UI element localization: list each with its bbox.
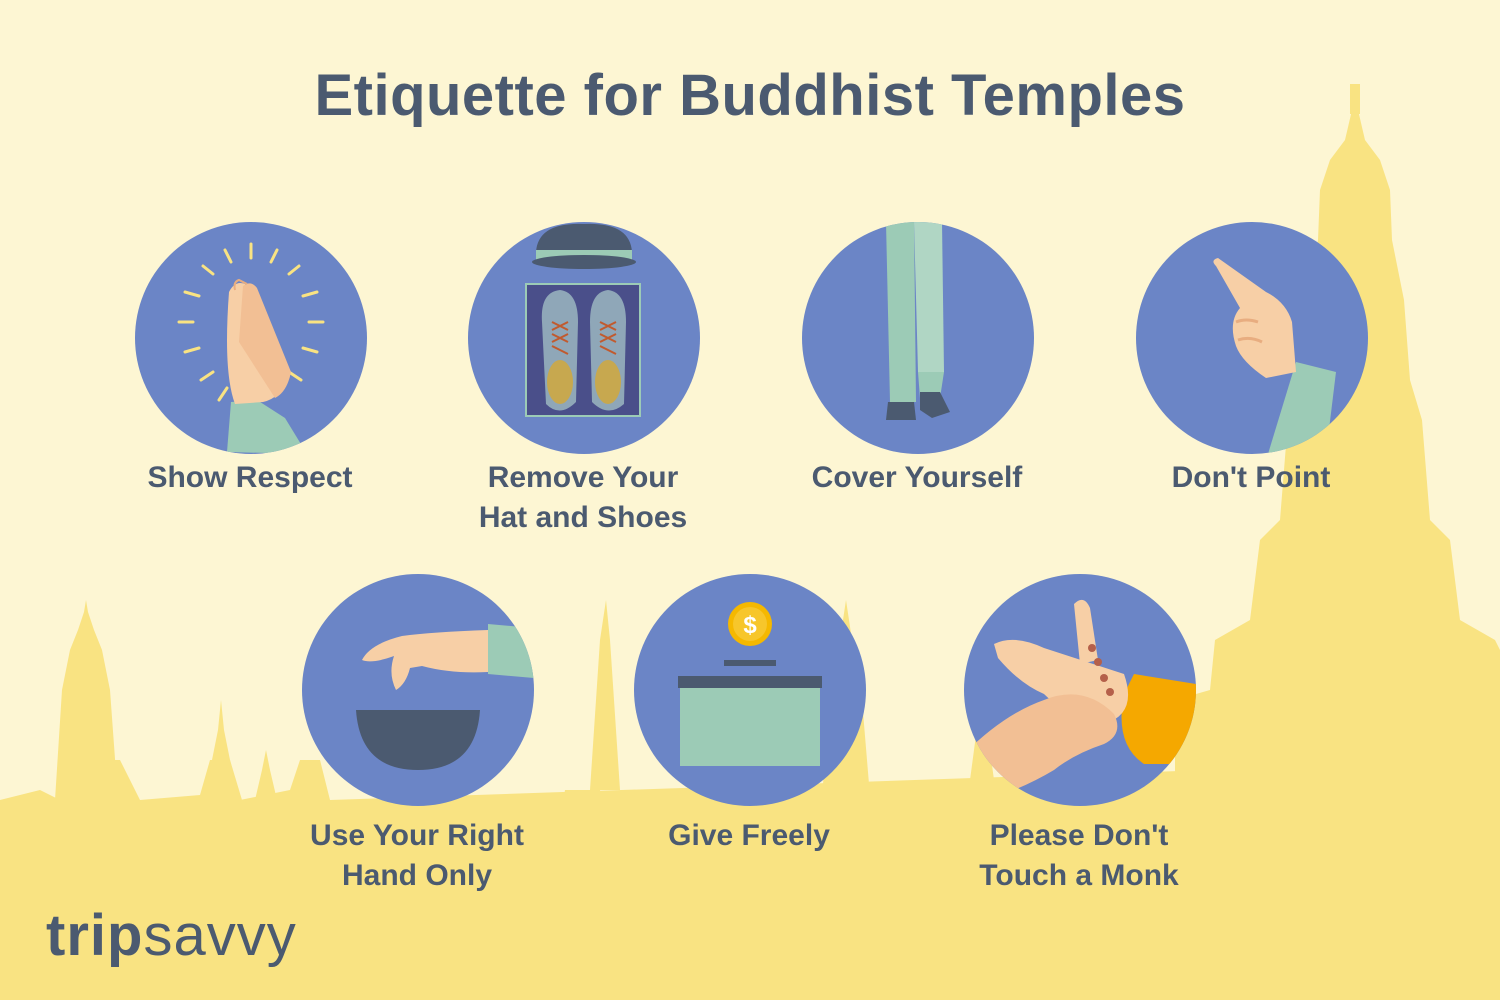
tip-label-line: Hat and Shoes: [478, 501, 688, 534]
tip-label-line: Cover Yourself: [811, 461, 1023, 494]
tip-label: [85, 458, 415, 498]
tip-circle: [468, 222, 700, 454]
logo-bold-part: trip: [46, 903, 144, 968]
hat-and-shoes-icon: [468, 222, 700, 454]
tip-label: [418, 458, 748, 538]
hands-touch-icon: [964, 574, 1196, 806]
pointing-hand-icon: [1136, 222, 1368, 454]
logo-light-part: savvy: [143, 903, 297, 968]
tip-circle: [302, 574, 534, 806]
tip-circle: [1136, 222, 1368, 454]
tip-label: [584, 816, 914, 856]
tripsavvy-logo: [46, 902, 297, 969]
tip-label: [752, 458, 1082, 498]
tip-label-line: Give Freely: [668, 819, 830, 852]
legs-covered-icon: [802, 222, 1034, 454]
tip-label-line: Touch a Monk: [979, 859, 1179, 892]
tip-label: [252, 816, 582, 896]
tip-circle: [964, 574, 1196, 806]
tip-label-line: Show Respect: [147, 461, 353, 494]
donation-box-icon: [634, 574, 866, 806]
tip-label: [914, 816, 1244, 896]
tip-label: [1086, 458, 1416, 498]
tip-label-line: Please Don't: [989, 819, 1169, 852]
tip-label-line: Hand Only: [341, 859, 492, 892]
tip-circle: [135, 222, 367, 454]
tip-label-line: Don't Point: [1171, 461, 1331, 494]
page-title: Etiquette for Buddhist Temples: [314, 63, 1186, 128]
tip-label-line: Use Your Right: [310, 819, 524, 852]
coin-symbol: $: [743, 612, 757, 639]
tip-label-line: Remove Your: [487, 461, 679, 494]
tip-circle: [634, 574, 866, 806]
praying-hands-icon: [135, 222, 367, 454]
hand-and-bowl-icon: [302, 574, 534, 806]
tip-circle: [802, 222, 1034, 454]
